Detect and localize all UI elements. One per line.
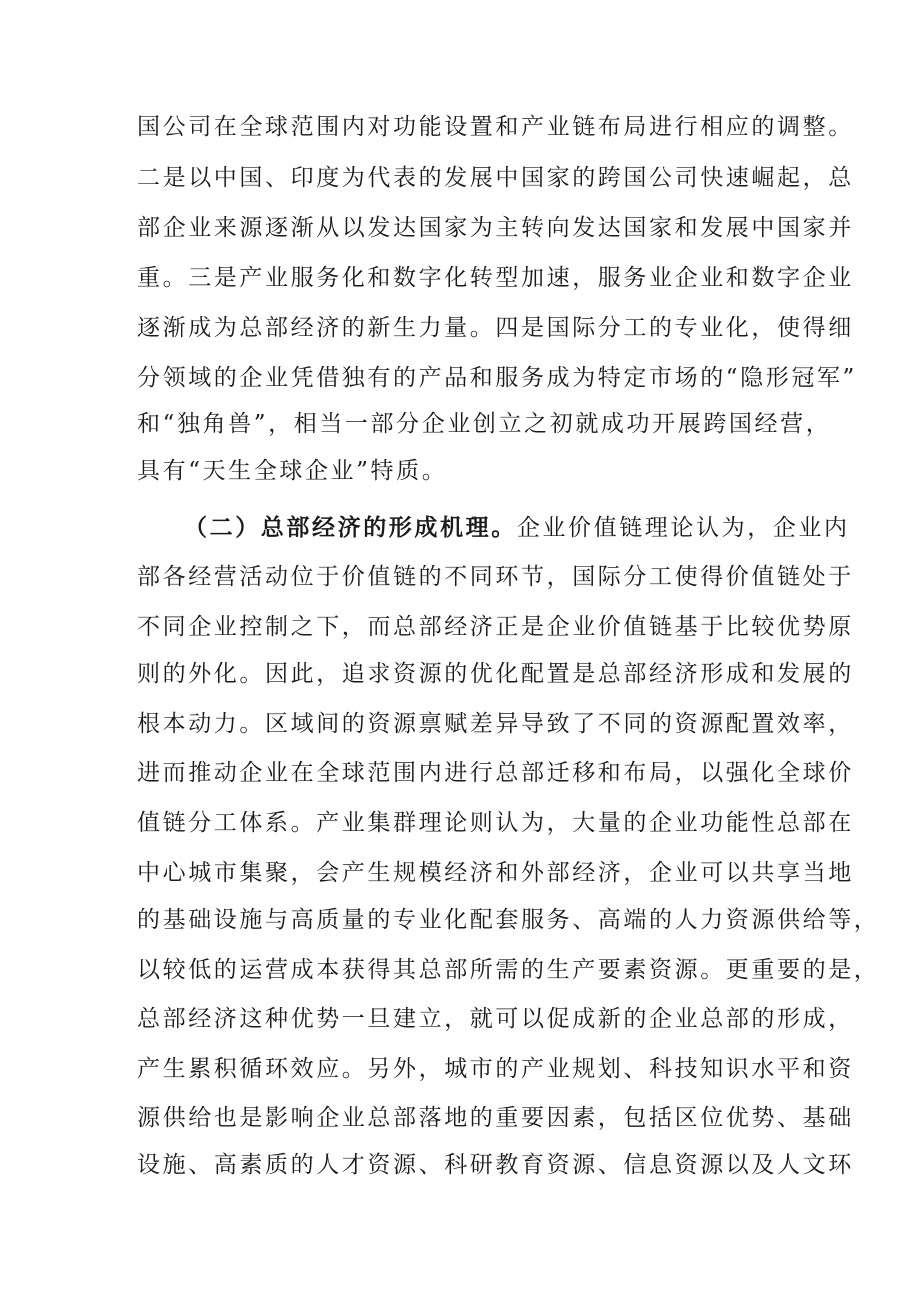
text-line: 中心城市集聚，会产生规模经济和外部经济，企业可以共享当地: [137, 860, 854, 886]
text-line: 和“独角兽”，相当一部分企业创立之初就成功开展跨国经营，: [137, 411, 832, 437]
section-first-line-text: 企业价值链理论认为，企业内: [516, 515, 850, 541]
text-line: 国公司在全球范围内对功能设置和产业链布局进行相应的调整。: [137, 114, 854, 140]
text-line: 以较低的运营成本获得其总部所需的生产要素资源。更重要的是，: [137, 957, 880, 983]
text-line: 设施、高素质的人才资源、科研教育资源、信息资源以及人文环: [137, 1152, 854, 1178]
text-line: 则的外化。因此，追求资源的优化配置是总部经济形成和发展的: [137, 661, 854, 687]
text-line: 部企业来源逐渐从以发达国家为主转向发达国家和发展中国家并: [137, 215, 854, 241]
text-line: 值链分工体系。产业集群理论则认为，大量的企业功能性总部在: [137, 810, 854, 836]
text-line: 进而推动企业在全球范围内进行总部迁移和布局，以强化全球价: [137, 760, 854, 786]
text-line: 的基础设施与高质量的专业化配套服务、高端的人力资源供给等，: [137, 907, 880, 933]
text-line: 根本动力。区域间的资源禀赋差异导致了不同的资源配置效率，: [137, 711, 854, 737]
text-line: 源供给也是影响企业总部落地的重要因素，包括区位优势、基础: [137, 1105, 854, 1131]
text-line: 总部经济这种优势一旦建立，就可以促成新的企业总部的形成，: [137, 1006, 854, 1032]
text-line: 二是以中国、印度为代表的发展中国家的跨国公司快速崛起，总: [137, 165, 854, 191]
text-line: 产生累积循环效应。另外，城市的产业规划、科技知识水平和资: [137, 1056, 854, 1082]
text-line: 具有“天生全球企业”特质。: [137, 458, 448, 484]
section-first-line: [184, 511, 850, 545]
section-heading: （二）总部经济的形成机理。: [184, 514, 517, 541]
text-line: 不同企业控制之下，而总部经济正是企业价值链基于比较优势原: [137, 614, 854, 640]
text-line: 分领域的企业凭借独有的产品和服务成为特定市场的“隐形冠军”: [137, 365, 857, 391]
text-line: 逐渐成为总部经济的新生力量。四是国际分工的专业化，使得细: [137, 315, 854, 341]
text-line: 重。三是产业服务化和数字化转型加速，服务业企业和数字企业: [137, 265, 854, 291]
text-line: 部各经营活动位于价值链的不同环节，国际分工使得价值链处于: [137, 564, 854, 590]
